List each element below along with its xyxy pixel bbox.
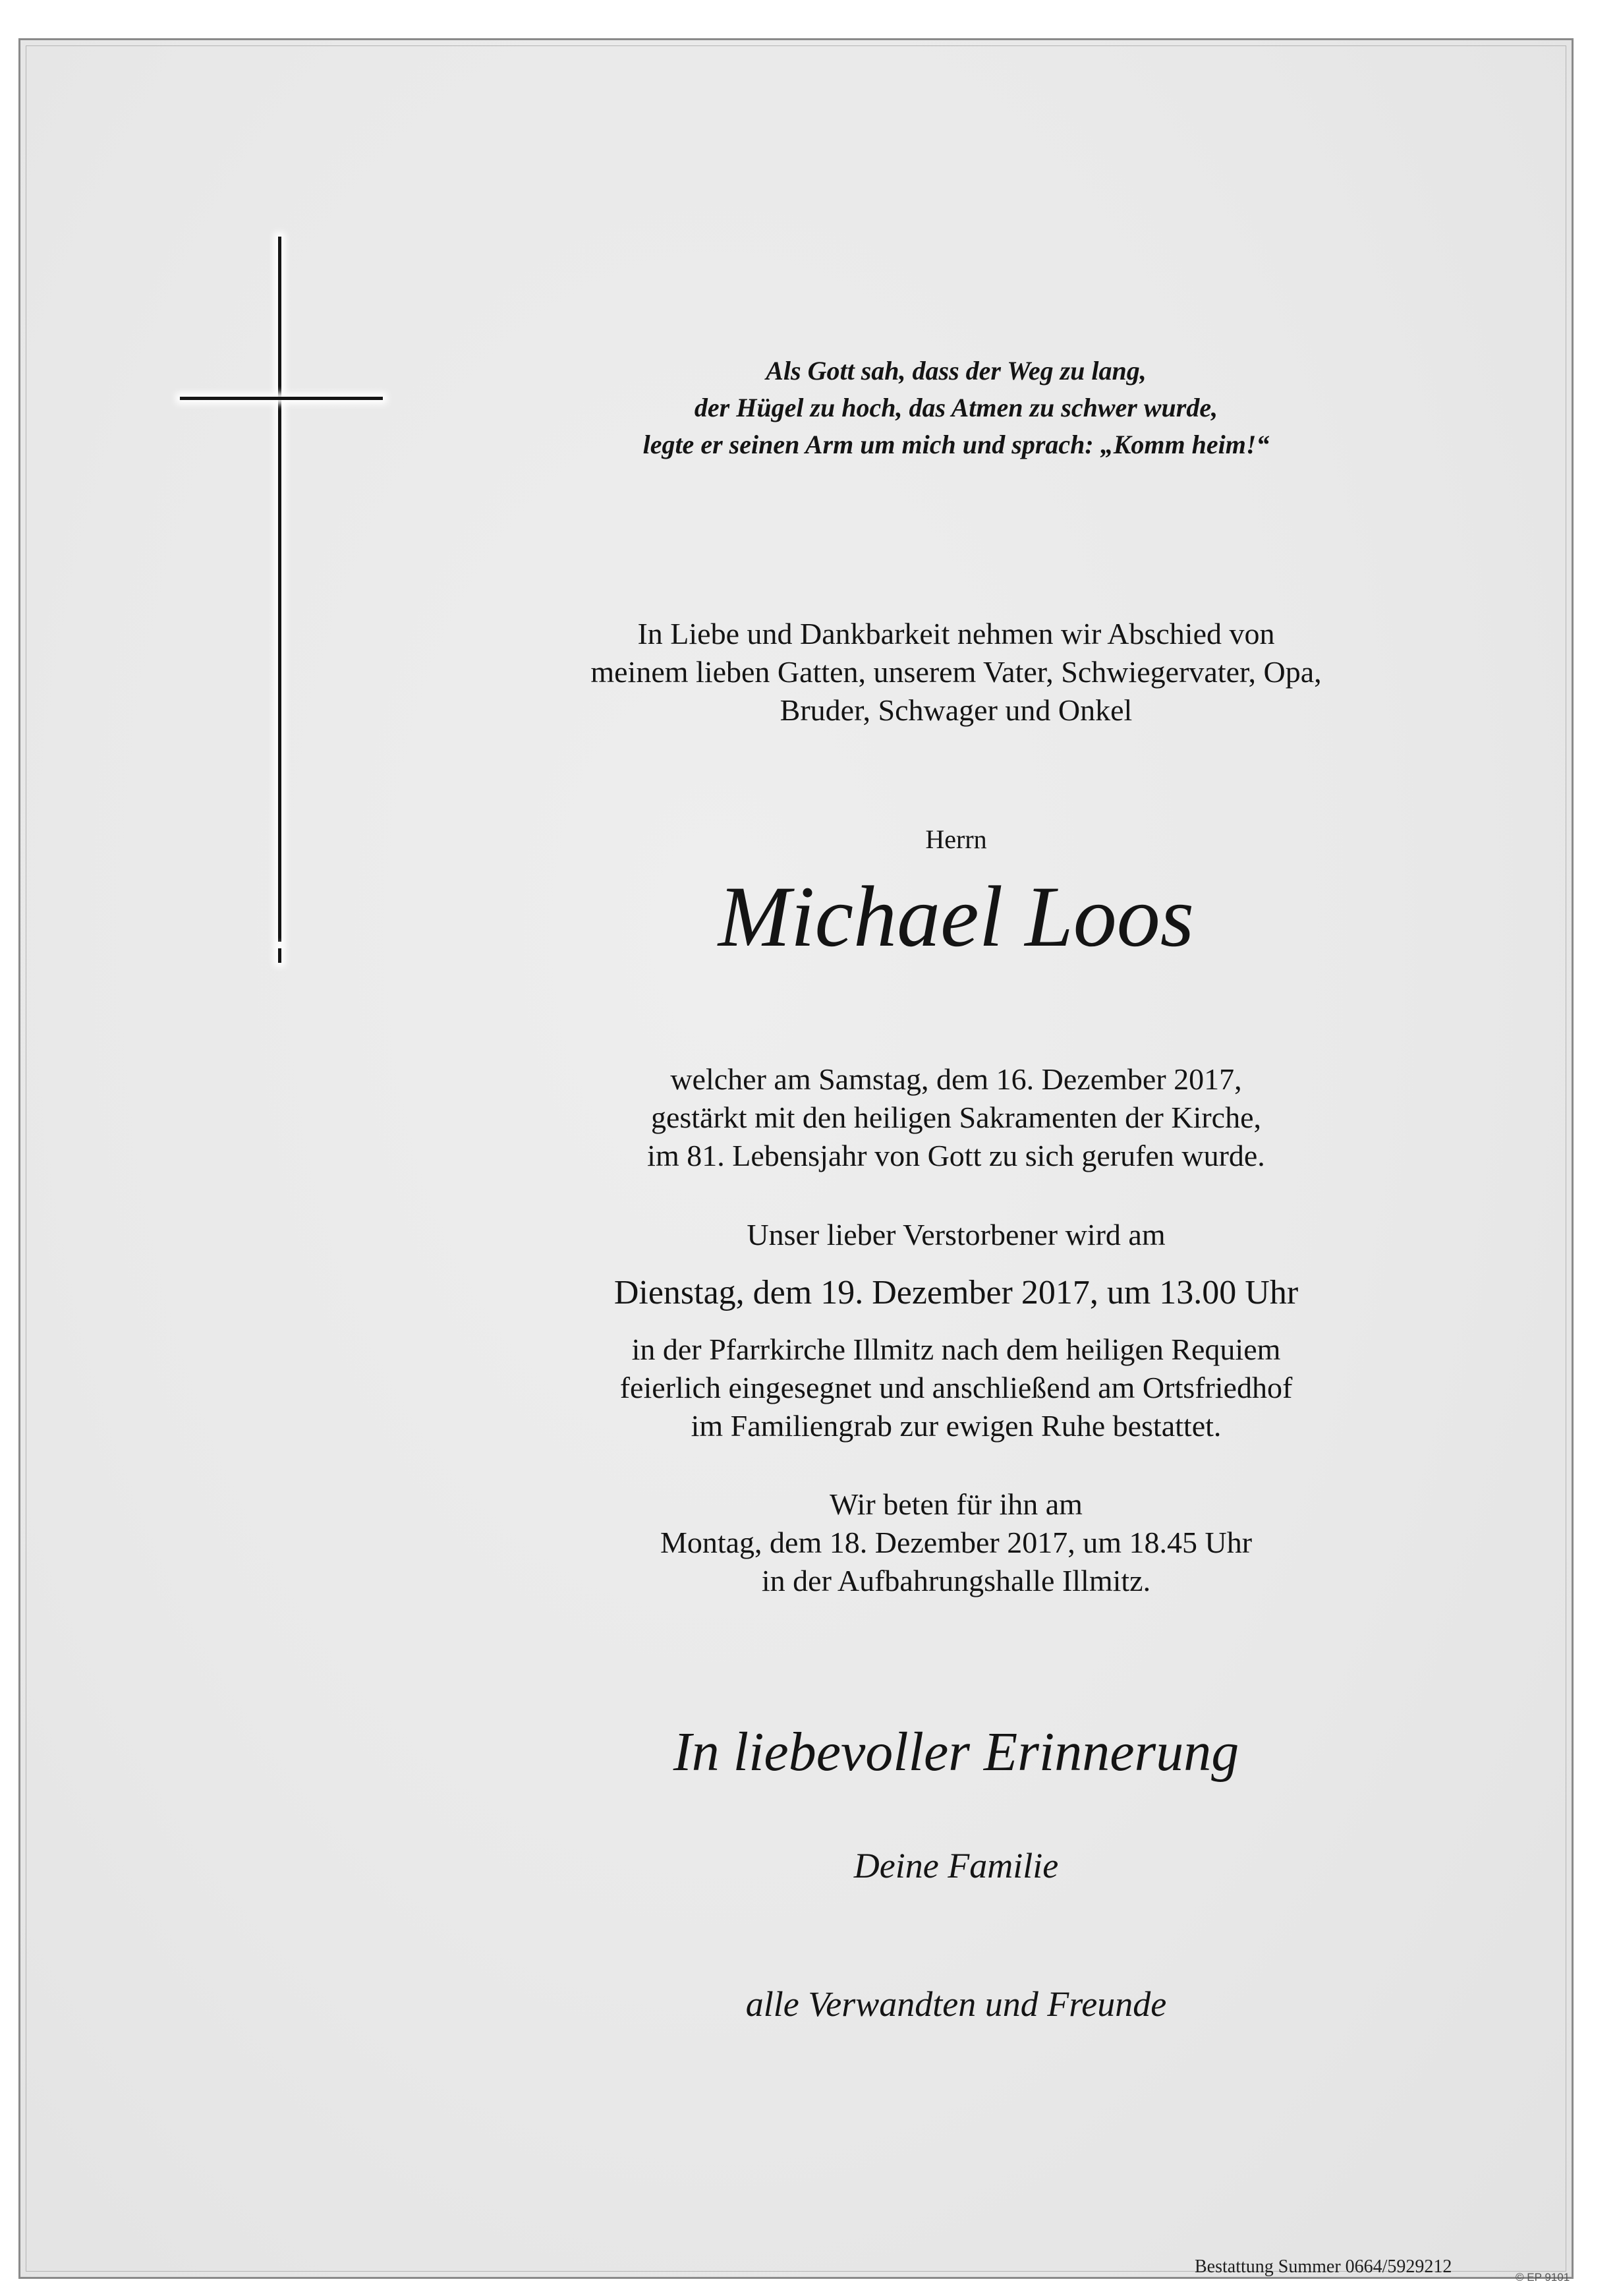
burial-intro: Unser lieber Verstorbener wird am [747,1218,1166,1251]
family-signature: Deine Familie [853,1846,1059,1885]
deceased-name: Michael Loos [718,868,1195,965]
memory-heading: In liebevoller Erinnerung [673,1721,1239,1783]
death-notice-line: im 81. Lebensjahr von Gott zu sich gerufen wurde. [647,1139,1265,1172]
death-notice-line: gestärkt mit den heiligen Sakramenten der Kirche, [650,1101,1262,1134]
prayer-line: in der Aufbahrungshalle Illmitz. [761,1564,1151,1597]
verse-block [429,353,1483,463]
farewell-intro [429,615,1483,730]
intro-line: In Liebe und Dankbarkeit nehmen wir Abschied von [637,617,1275,650]
print-code: © EP 9101 [1516,2271,1570,2283]
burial-details-line: in der Pfarrkirche Illmitz nach dem heiligen Requiem [631,1333,1281,1366]
prayer-notice [429,1485,1483,1600]
death-notice [429,1060,1483,1175]
cross-vertical-bar [278,237,281,942]
burial-details-line: feierlich eingesegnet und anschließend am Ortsfriedhof [619,1371,1293,1404]
burial-date: Dienstag, dem 19. Dezember 2017, um 13.00 Uhr [613,1274,1299,1311]
cross-bar-tail [278,948,281,963]
prayer-line: Montag, dem 18. Dezember 2017, um 18.45 Uhr [660,1526,1253,1559]
cross-horizontal-bar [180,397,383,400]
salutation: Herrn [925,824,987,854]
obituary-card [18,38,1574,2279]
burial-details-line: im Familiengrab zur ewigen Ruhe bestattet. [691,1409,1222,1443]
verse-line: legte er seinen Arm um mich und sprach: „Komm heim!“ [642,430,1270,459]
death-notice-line: welcher am Samstag, dem 16. Dezember 2017, [670,1062,1242,1096]
intro-line: Bruder, Schwager und Onkel [780,693,1133,727]
burial-details [429,1331,1483,1445]
intro-line: meinem lieben Gatten, unserem Vater, Schwiegervater, Opa, [590,655,1322,689]
relatives-signature: alle Verwandten und Freunde [745,1984,1167,2024]
verse-line: der Hügel zu hoch, das Atmen zu schwer wurde, [694,393,1218,422]
verse-line: Als Gott sah, dass der Weg zu lang, [766,356,1147,386]
prayer-line: Wir beten für ihn am [830,1487,1083,1521]
undertaker-contact: Bestattung Summer 0664/5929212 [1195,2256,1452,2277]
